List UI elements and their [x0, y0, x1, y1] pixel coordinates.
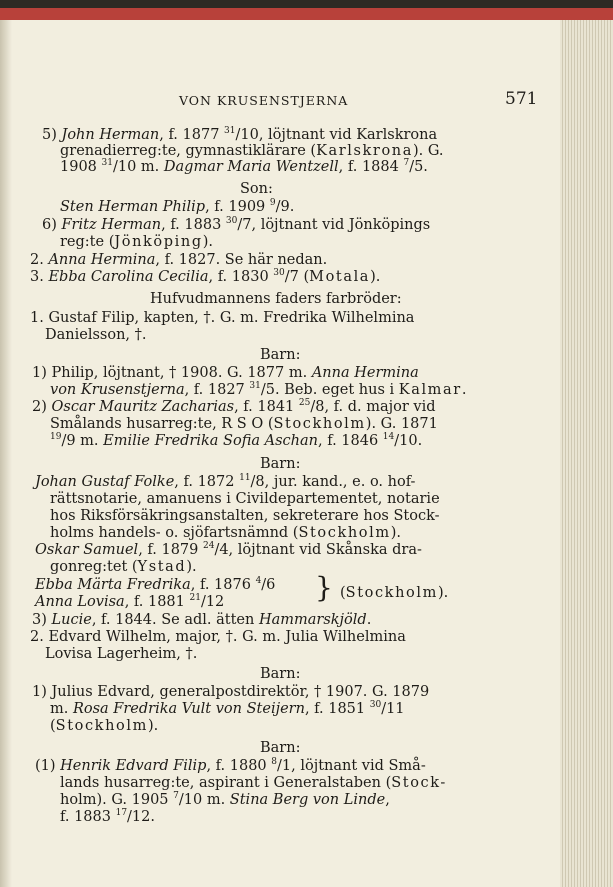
text-line: Danielsson, †.: [45, 327, 147, 343]
text-line: Johan Gustaf Folke, f. 1872 $^{11}$/8, jur. kand., e. o. hof-: [35, 473, 416, 490]
text-line: reg:te (Jönköping).: [60, 234, 213, 250]
page-number: 571: [505, 89, 538, 109]
text-line: m. Rosa Fredrika Vult von Steijern, f. 1851 $^{30}$/11: [50, 700, 405, 717]
section-label: Barn:: [260, 456, 301, 472]
running-header: VON KRUSENSTJERNA: [179, 93, 349, 108]
text-line: lands husarreg:te, aspirant i Generalstaben (Stock-: [60, 775, 447, 791]
text-line: Sten Herman Philip, f. 1909 $^9$/9.: [60, 198, 295, 215]
text-line: 1908 $^{31}$/10 m. Dagmar Maria Wentzell, f. 1884 $^7$/5.: [60, 158, 428, 175]
text-line: 1. Gustaf Filip, kapten, †. G. m. Fredrika Wilhelmina: [30, 310, 415, 326]
text-line: Oskar Samuel, f. 1879 $^{24}$/4, löjtnant vid Skånska dra-: [35, 541, 422, 558]
text-line: $^{19}$/9 m. Emilie Fredrika Sofia Aschan, f. 1846 $^{14}$/10.: [50, 432, 423, 449]
section-label: Barn:: [260, 666, 301, 682]
text-line: holms handels- o. sjöfartsnämnd (Stockholm).: [50, 525, 402, 541]
text-line: 3) Lucie, f. 1844. Se adl. ätten Hammarskjöld.: [32, 612, 372, 628]
text-line: grenadierreg:te, gymnastiklärare (Karlskrona). G.: [60, 143, 444, 159]
text-line: Smålands husarreg:te, R S O (Stockholm). G. 1871: [50, 416, 438, 432]
text-line: gonreg:tet (Ystad).: [50, 559, 197, 575]
section-label: Barn:: [260, 740, 301, 756]
text-line: 1) Philip, löjtnant, † 1908. G. 1877 m. Anna Hermina: [32, 365, 419, 381]
text-line: rättsnotarie, amanuens i Civildepartementet, notarie: [50, 491, 440, 507]
text-line: 3. Ebba Carolina Cecilia, f. 1830 $^{30}$/7 (Motala).: [30, 268, 381, 285]
text-line: holm). G. 1905 $^7$/10 m. Stina Berg von Linde,: [60, 791, 390, 808]
text-line: Ebba Märta Fredrika, f. 1876 $^4$/6: [35, 576, 276, 593]
text-line: Anna Lovisa, f. 1881 $^{21}$/12: [35, 593, 225, 610]
text-line: (Stockholm).: [50, 718, 159, 734]
text-line: von Krusenstjerna, f. 1827 $^{31}$/5. Beb. eget hus i Kalmar.: [50, 381, 467, 398]
text-line: (Stockholm).: [340, 585, 449, 601]
text-line: Lovisa Lagerheim, †.: [45, 646, 198, 662]
text-line: 5) John Herman, f. 1877 $^{31}$/10, löjtnant vid Karlskrona: [42, 126, 438, 143]
text-line: (1) Henrik Edvard Filip, f. 1880 $^8$/1, löjtnant vid Små-: [35, 757, 426, 774]
text-line: 6) Fritz Herman, f. 1883 $^{30}$/7, löjtnant vid Jönköpings: [42, 216, 431, 233]
text-line: 2. Anna Hermina, f. 1827. Se här nedan.: [30, 252, 328, 268]
text-line: f. 1883 $^{17}$/12.: [60, 808, 155, 825]
book-cover-edge: [0, 8, 613, 20]
section-heading: Hufvudmannens faders farbröder:: [150, 291, 402, 307]
text-line: hos Riksförsäkringsanstalten, sekreterare hos Stock-: [50, 508, 440, 524]
brace-glyph: }: [315, 571, 333, 604]
text-line: 2. Edvard Wilhelm, major, †. G. m. Julia Wilhelmina: [30, 629, 406, 645]
page-gutter: [0, 20, 12, 887]
text-line: 2) Oscar Mauritz Zacharias, f. 1841 $^{25}$/8, f. d. major vid: [32, 398, 436, 415]
section-label: Son:: [240, 181, 273, 197]
text-line: 1) Julius Edvard, generalpostdirektör, † 1907. G. 1879: [32, 684, 430, 700]
section-label: Barn:: [260, 347, 301, 363]
page-edges: [560, 20, 613, 887]
